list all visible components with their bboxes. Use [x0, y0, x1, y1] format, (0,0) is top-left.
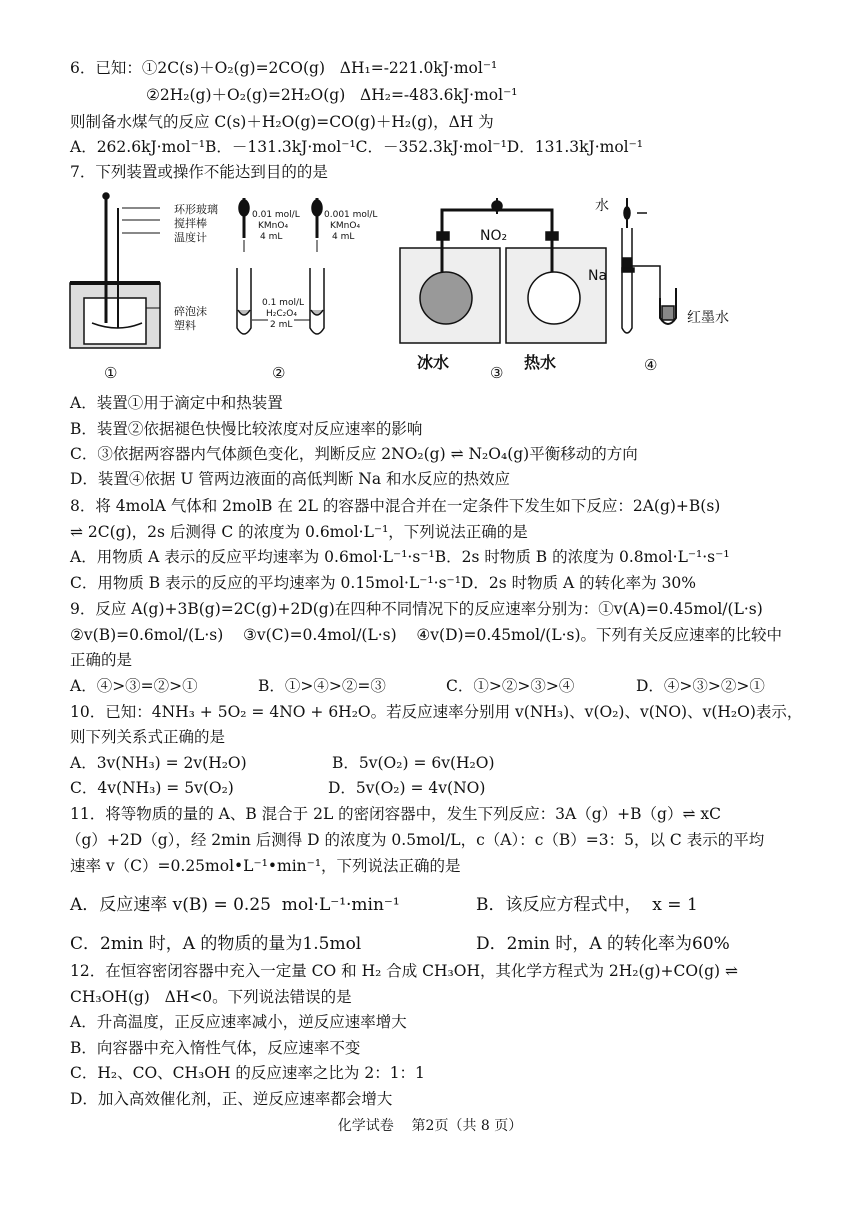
q9-stem-3: 正确的是 — [70, 651, 133, 669]
d1-label-foam: 碎泡沫 — [174, 305, 207, 318]
d2-bottom-vol: 2 mL — [270, 320, 293, 330]
q6-equation-2: ②2H₂(g)＋O₂(g)=2H₂O(g) ΔH₂=-483.6kJ·mol⁻¹ — [146, 86, 518, 104]
q10-option-b: B．5v(O₂) = 6v(H₂O) — [332, 754, 495, 772]
q12-option-b: B．向容器中充入惰性气体，反应速率不变 — [70, 1039, 361, 1057]
d2-left-reagent: KMnO₄ — [258, 221, 289, 231]
q8-options-cd: C．用物质 B 表示的反应的平均速率为 0.15mol·L⁻¹·s⁻¹D．2s 时物质 A 的转化率为 30% — [70, 574, 697, 592]
q8-stem: 8．将 4molA 气体和 2molB 在 2L 的容器中混合并在一定条件下发生如下反应：2A(g)+B(s) — [70, 497, 721, 515]
q10-stem: 10．已知：4NH₃ + 5O₂ = 4NO + 6H₂O。若反应速率分别用 v(NH₃)、v(O₂)、v(NO)、v(H₂O)表示， — [70, 703, 803, 721]
q11-option-d: D．2min 时，A 的转化率为60% — [476, 934, 730, 954]
q12-stem-2: CH₃OH(g) ΔH<0。下列说法错误的是 — [70, 988, 352, 1006]
fig-number-1: ① — [104, 364, 118, 382]
no2-flasks-device — [400, 198, 606, 343]
q11-option-b: B．该反应方程式中， x = 1 — [476, 895, 698, 915]
q9-option-a: A．④>③=②>① — [70, 677, 198, 695]
apparatus-drawing — [62, 188, 762, 384]
q6-question: 则制备水煤气的反应 C(s)＋H₂O(g)=CO(g)＋H₂(g)，ΔH 为 — [70, 113, 494, 131]
d2-right-reagent: KMnO₄ — [330, 221, 361, 231]
d2-bottom-reagent: H₂C₂O₄ — [266, 309, 297, 319]
d2-left-vol: 4 mL — [260, 232, 283, 242]
d2-right-vol: 4 mL — [332, 232, 355, 242]
q10-option-a: A．3v(NH₃) = 2v(H₂O) — [70, 754, 247, 772]
fig-number-3: ③ — [490, 364, 504, 382]
d4-ink-label: 红墨水 — [687, 310, 729, 326]
q11-option-c: C．2min 时，A 的物质的量为1.5mol — [70, 934, 362, 954]
q7-stem: 7．下列装置或操作不能达到目的的是 — [70, 163, 328, 181]
sodium-u-tube-device — [622, 198, 676, 333]
q8-options-ab: A．用物质 A 表示的反应平均速率为 0.6mol·L⁻¹·s⁻¹B．2s 时物质 B 的浓度为 0.8mol·L⁻¹·s⁻¹ — [70, 548, 730, 566]
fig-number-2: ② — [272, 364, 286, 382]
q6-options: A．262.6kJ·mol⁻¹B．－131.3kJ·mol⁻¹C．－352.3kJ·mol⁻¹D．131.3kJ·mol⁻¹ — [70, 138, 644, 156]
q11-stem: 11．将等物质的量的 A、B 混合于 2L 的密闭容器中，发生下列反应：3A（g）+B（g）⇌ xC — [70, 805, 721, 823]
d2-bottom-conc: 0.1 mol/L — [262, 298, 304, 308]
q9-stem: 9．反应 A(g)+3B(g)=2C(g)+2D(g)在四种不同情况下的反应速率分别为：①v(A)=0.45mol/(L·s) — [70, 600, 763, 618]
q12-option-c: C．H₂、CO、CH₃OH 的反应速率之比为 2：1：1 — [70, 1064, 425, 1082]
d4-water-label: 水 — [595, 198, 609, 214]
q7-option-b: B．装置②依据褪色快慢比较浓度对反应速率的影响 — [70, 420, 423, 438]
q11-stem-3: 速率 v（C）=0.25mol•L⁻¹•min⁻¹，下列说法正确的是 — [70, 857, 461, 875]
q7-option-a: A．装置①用于滴定中和热装置 — [70, 394, 283, 412]
q12-option-a: A．升高温度，正反应速率减小，逆反应速率增大 — [70, 1013, 407, 1031]
q9-option-b: B．①>④>②=③ — [258, 677, 386, 695]
q12-option-d: D．加入高效催化剂，正、逆反应速率都会增大 — [70, 1090, 393, 1108]
d1-label-plastic: 塑料 — [174, 319, 196, 332]
d4-na-label: Na — [588, 268, 608, 284]
q7-figure — [62, 188, 762, 384]
q7-option-d: D．装置④依据 U 管两边液面的高低判断 Na 和水反应的热效应 — [70, 470, 511, 488]
d3-ice-water: 冰水 — [417, 353, 450, 372]
q9-option-c: C．①>②>③>④ — [446, 677, 575, 695]
q9-option-d: D．④>③>②>① — [636, 677, 765, 695]
q11-stem-2: （g）+2D（g），经 2min 后测得 D 的浓度为 0.5mol/L，c（A）：c（B）=3：5，以 C 表示的平均 — [66, 831, 765, 849]
q10-stem-2: 则下列关系式正确的是 — [70, 728, 226, 746]
q6-stem: 6．已知：①2C(s)＋O₂(g)=2CO(g) ΔH₁=-221.0kJ·mol⁻¹ — [70, 59, 498, 77]
calorimeter-device — [70, 193, 160, 348]
d3-hot-water: 热水 — [524, 353, 557, 372]
q7-option-c: C．③依据两容器内气体颜色变化，判断反应 2NO₂(g) ⇌ N₂O₄(g)平衡移动的方向 — [70, 445, 638, 463]
q9-stem-2: ②v(B)=0.6mol/(L·s) ③v(C)=0.4mol/(L·s) ④v(D)=0.45mol/(L·s)。下列有关反应速率的比较中 — [70, 626, 783, 644]
page-footer: 化学试卷 第2页（共 8 页） — [337, 1118, 523, 1134]
d2-right-conc: 0.001 mol/L — [324, 210, 378, 220]
q11-option-a: A．反应速率 v(B) = 0.25 mol·L⁻¹·min⁻¹ — [70, 895, 400, 915]
q8-stem-2: ⇌ 2C(g)，2s 后测得 C 的浓度为 0.6mol·L⁻¹，下列说法正确的是 — [70, 523, 528, 541]
d3-gas-label: NO₂ — [480, 228, 508, 244]
d1-label-stirrer: 环形玻璃 — [174, 203, 218, 216]
q10-option-c: C．4v(NH₃) = 5v(O₂) — [70, 779, 234, 797]
q12-stem: 12．在恒容密闭容器中充入一定量 CO 和 H₂ 合成 CH₃OH，其化学方程式为 2H₂(g)+CO(g) ⇌ — [70, 962, 738, 980]
d2-left-conc: 0.01 mol/L — [252, 210, 300, 220]
q10-option-d: D．5v(O₂) = 4v(NO) — [328, 779, 486, 797]
d1-label-stirrer2: 搅拌棒 — [174, 217, 207, 230]
fig-number-4: ④ — [644, 356, 658, 374]
d1-label-thermometer: 温度计 — [174, 231, 207, 244]
